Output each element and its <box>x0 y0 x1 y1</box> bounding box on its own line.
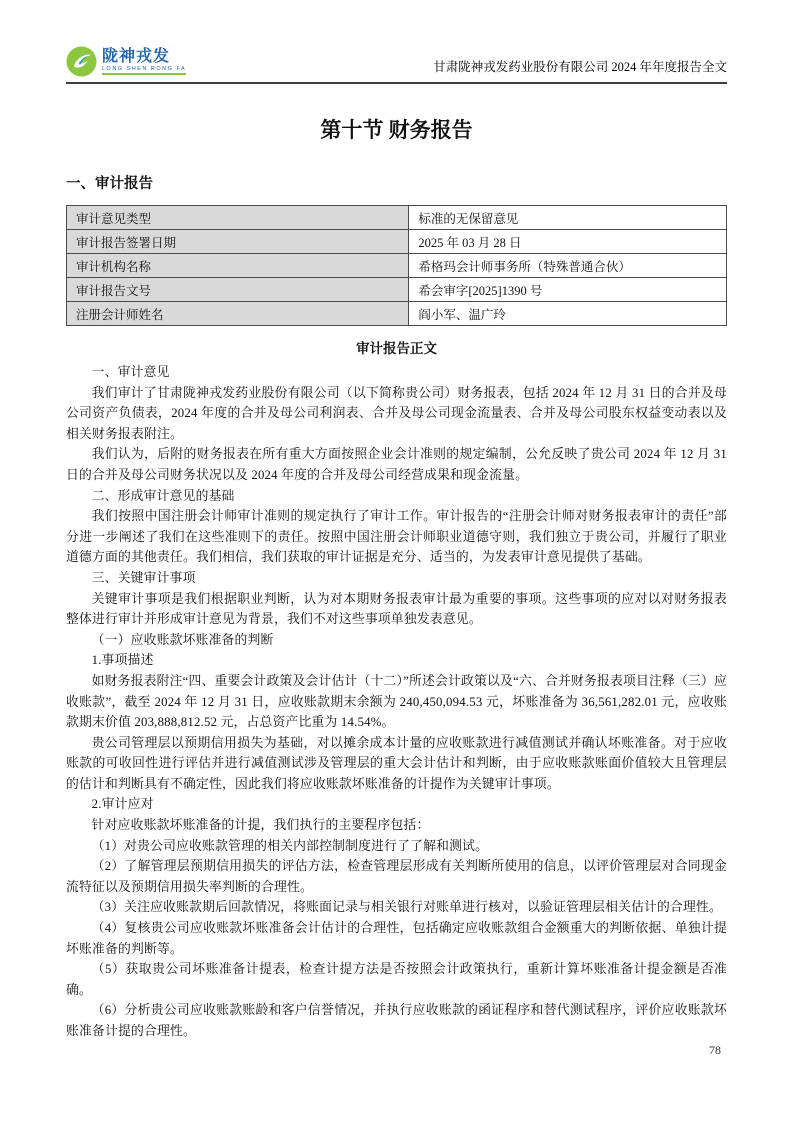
paragraph-matter-description-heading: 1.事项描述 <box>91 653 154 668</box>
paragraph-audit-opinion-heading: 一、审计意见 <box>91 365 170 379</box>
cpa-names-label: 注册会计师姓名 <box>67 302 409 326</box>
audit-report-date-label: 审计报告签署日期 <box>67 230 409 254</box>
audit-opinion-type-label: 审计意见类型 <box>67 206 409 230</box>
company-logo <box>66 46 186 77</box>
paragraph-procedure-1: （1）对贵公司应收账款管理的相关内部控制制度进行了了解和测试。 <box>91 838 489 853</box>
chapter-title: 第十节 财务报告 <box>320 118 473 142</box>
paragraph-procedure-3: （3）关注应收账款期后回款情况，将账面记录与相关银行对账单进行核对，以验证管理层相关估计的合理性。 <box>91 900 723 915</box>
table-row <box>67 230 727 254</box>
table-row <box>67 302 727 326</box>
paragraph-basis-heading: 二、形成审计意见的基础 <box>91 488 235 503</box>
paragraph-audit-scope: 我们审计了甘肃陇神戎发药业股份有限公司（以下简称贵公司）财务报表，包括 2024 年 12 月 31 日的合并及母公司资产负债表，2024 年度的合并及母公司利润表、合并及母公司现金流量表、合并及母公司股东权益变动表以及相关财务报表附注。 <box>66 385 727 441</box>
audit-firm-name-value: 希格玛会计师事务所（特殊普通合伙） <box>409 254 727 278</box>
report-body-title: 审计报告正文 <box>356 341 437 356</box>
paragraph-audit-opinion: 我们认为，后附的财务报表在所有重大方面按照企业会计准则的规定编制，公允反映了贵公司 2024 年 12 月 31 日的合并及母公司财务状况以及 2024 年度的合并及母公司经营成果和现金流量。 <box>66 447 727 482</box>
section-heading-audit-report: 一、审计报告 <box>66 176 153 192</box>
logo-brand-en: LONG SHEN RONG FA <box>102 65 187 72</box>
paragraph-matter-description-2: 贵公司管理层以预期信用损失为基础，对以摊余成本计量的应收账款进行减值测试并确认坏账准备。对于应收账款的可收回性进行评估并进行减值测试涉及管理层的重大会计估计和判断，由于应收账款账面价值较大且管理层的估计和判断具有不确定性，因此我们将应收账款坏账准备的计提作为关键审计事项。 <box>66 735 727 791</box>
cpa-names-value: 阎小军、温广玲 <box>409 302 727 326</box>
table-row <box>67 206 727 230</box>
paragraph-key-matters-text: 关键审计事项是我们根据职业判断，认为对本期财务报表审计最为重要的事项。这些事项的应对以对财务报表整体进行审计并形成审计意见为背景，我们不对这些事项单独发表意见。 <box>66 591 727 627</box>
audit-opinion-type-value: 标准的无保留意见 <box>409 206 727 230</box>
paragraph-procedure-4: （4）复核贵公司应收账款坏账准备会计估计的合理性，包括确定应收账款组合金额重大的判断依据、单独计提坏账准备的判断等。 <box>66 921 727 956</box>
paragraph-key-matters-heading: 三、关键审计事项 <box>91 570 196 585</box>
audit-report-date-value: 2025 年 03 月 28 日 <box>409 230 727 254</box>
table-row <box>67 278 727 302</box>
paragraph-procedure-5: （5）获取贵公司坏账准备计提表，检查计提方法是否按照会计政策执行，重新计算坏账准备计提金额是否准确。 <box>66 962 727 997</box>
paragraph-procedure-6: （6）分析贵公司应收账款账龄和客户信誉情况，并执行应收账款的函证程序和替代测试程序，评价应收账款坏账准备计提的合理性。 <box>66 1003 727 1038</box>
page-number: 78 <box>709 1043 721 1057</box>
audit-report-number-label: 审计报告文号 <box>67 278 409 302</box>
paragraph-basis-text: 我们按照中国注册会计师审计准则的规定执行了审计工作。审计报告的“注册会计师对财务报表审计的责任”部分进一步阐述了我们在这些准则下的责任。按照中国注册会计师职业道德守则，我们独立于贵公司，并履行了职业道德方面的其他责任。我们相信，我们获取的审计证据是充分、适当的，为发表审计意见提供了基础。 <box>66 509 727 565</box>
table-row <box>67 254 727 278</box>
paragraph-audit-response-intro: 针对应收账款坏账准备的计提，我们执行的主要程序包括： <box>91 818 430 833</box>
company-logo-icon <box>66 46 97 77</box>
company-logo-text <box>102 49 186 75</box>
paragraph-matter-description-1: 如财务报表附注“四、重要会计政策及会计估计（十二）”所述会计政策以及“六、合并财务报表项目注释（三）应收账款”，截至 2024 年 12 月 31 日，应收账款期末余额为 240,450,094.53 元，坏账准备为 36,561,282.01 元，应收账款期末价值 203,888,812.52 元，占总资产比重为 14.54%。 <box>66 673 727 730</box>
audit-summary-table <box>66 205 727 326</box>
header-doc-title: 甘肃陇神戎发药业股份有限公司 2024 年年度报告全文 <box>433 60 727 74</box>
page-header <box>66 46 727 84</box>
paragraph-audit-response-heading: 2.审计应对 <box>91 797 154 812</box>
audit-firm-name-label: 审计机构名称 <box>67 254 409 278</box>
logo-brand-cn: 陇神戎发 <box>102 47 171 65</box>
paragraph-procedure-2: （2）了解管理层预期信用损失的评估方法，检查管理层形成有关判断所使用的信息，以评价管理层对合同现金流特征以及预期信用损失率判断的合理性。 <box>66 859 727 894</box>
audit-report-number-value: 希会审字[2025]1390 号 <box>409 278 727 302</box>
paragraph-receivables-heading: （一）应收账款坏账准备的判断 <box>91 632 274 647</box>
